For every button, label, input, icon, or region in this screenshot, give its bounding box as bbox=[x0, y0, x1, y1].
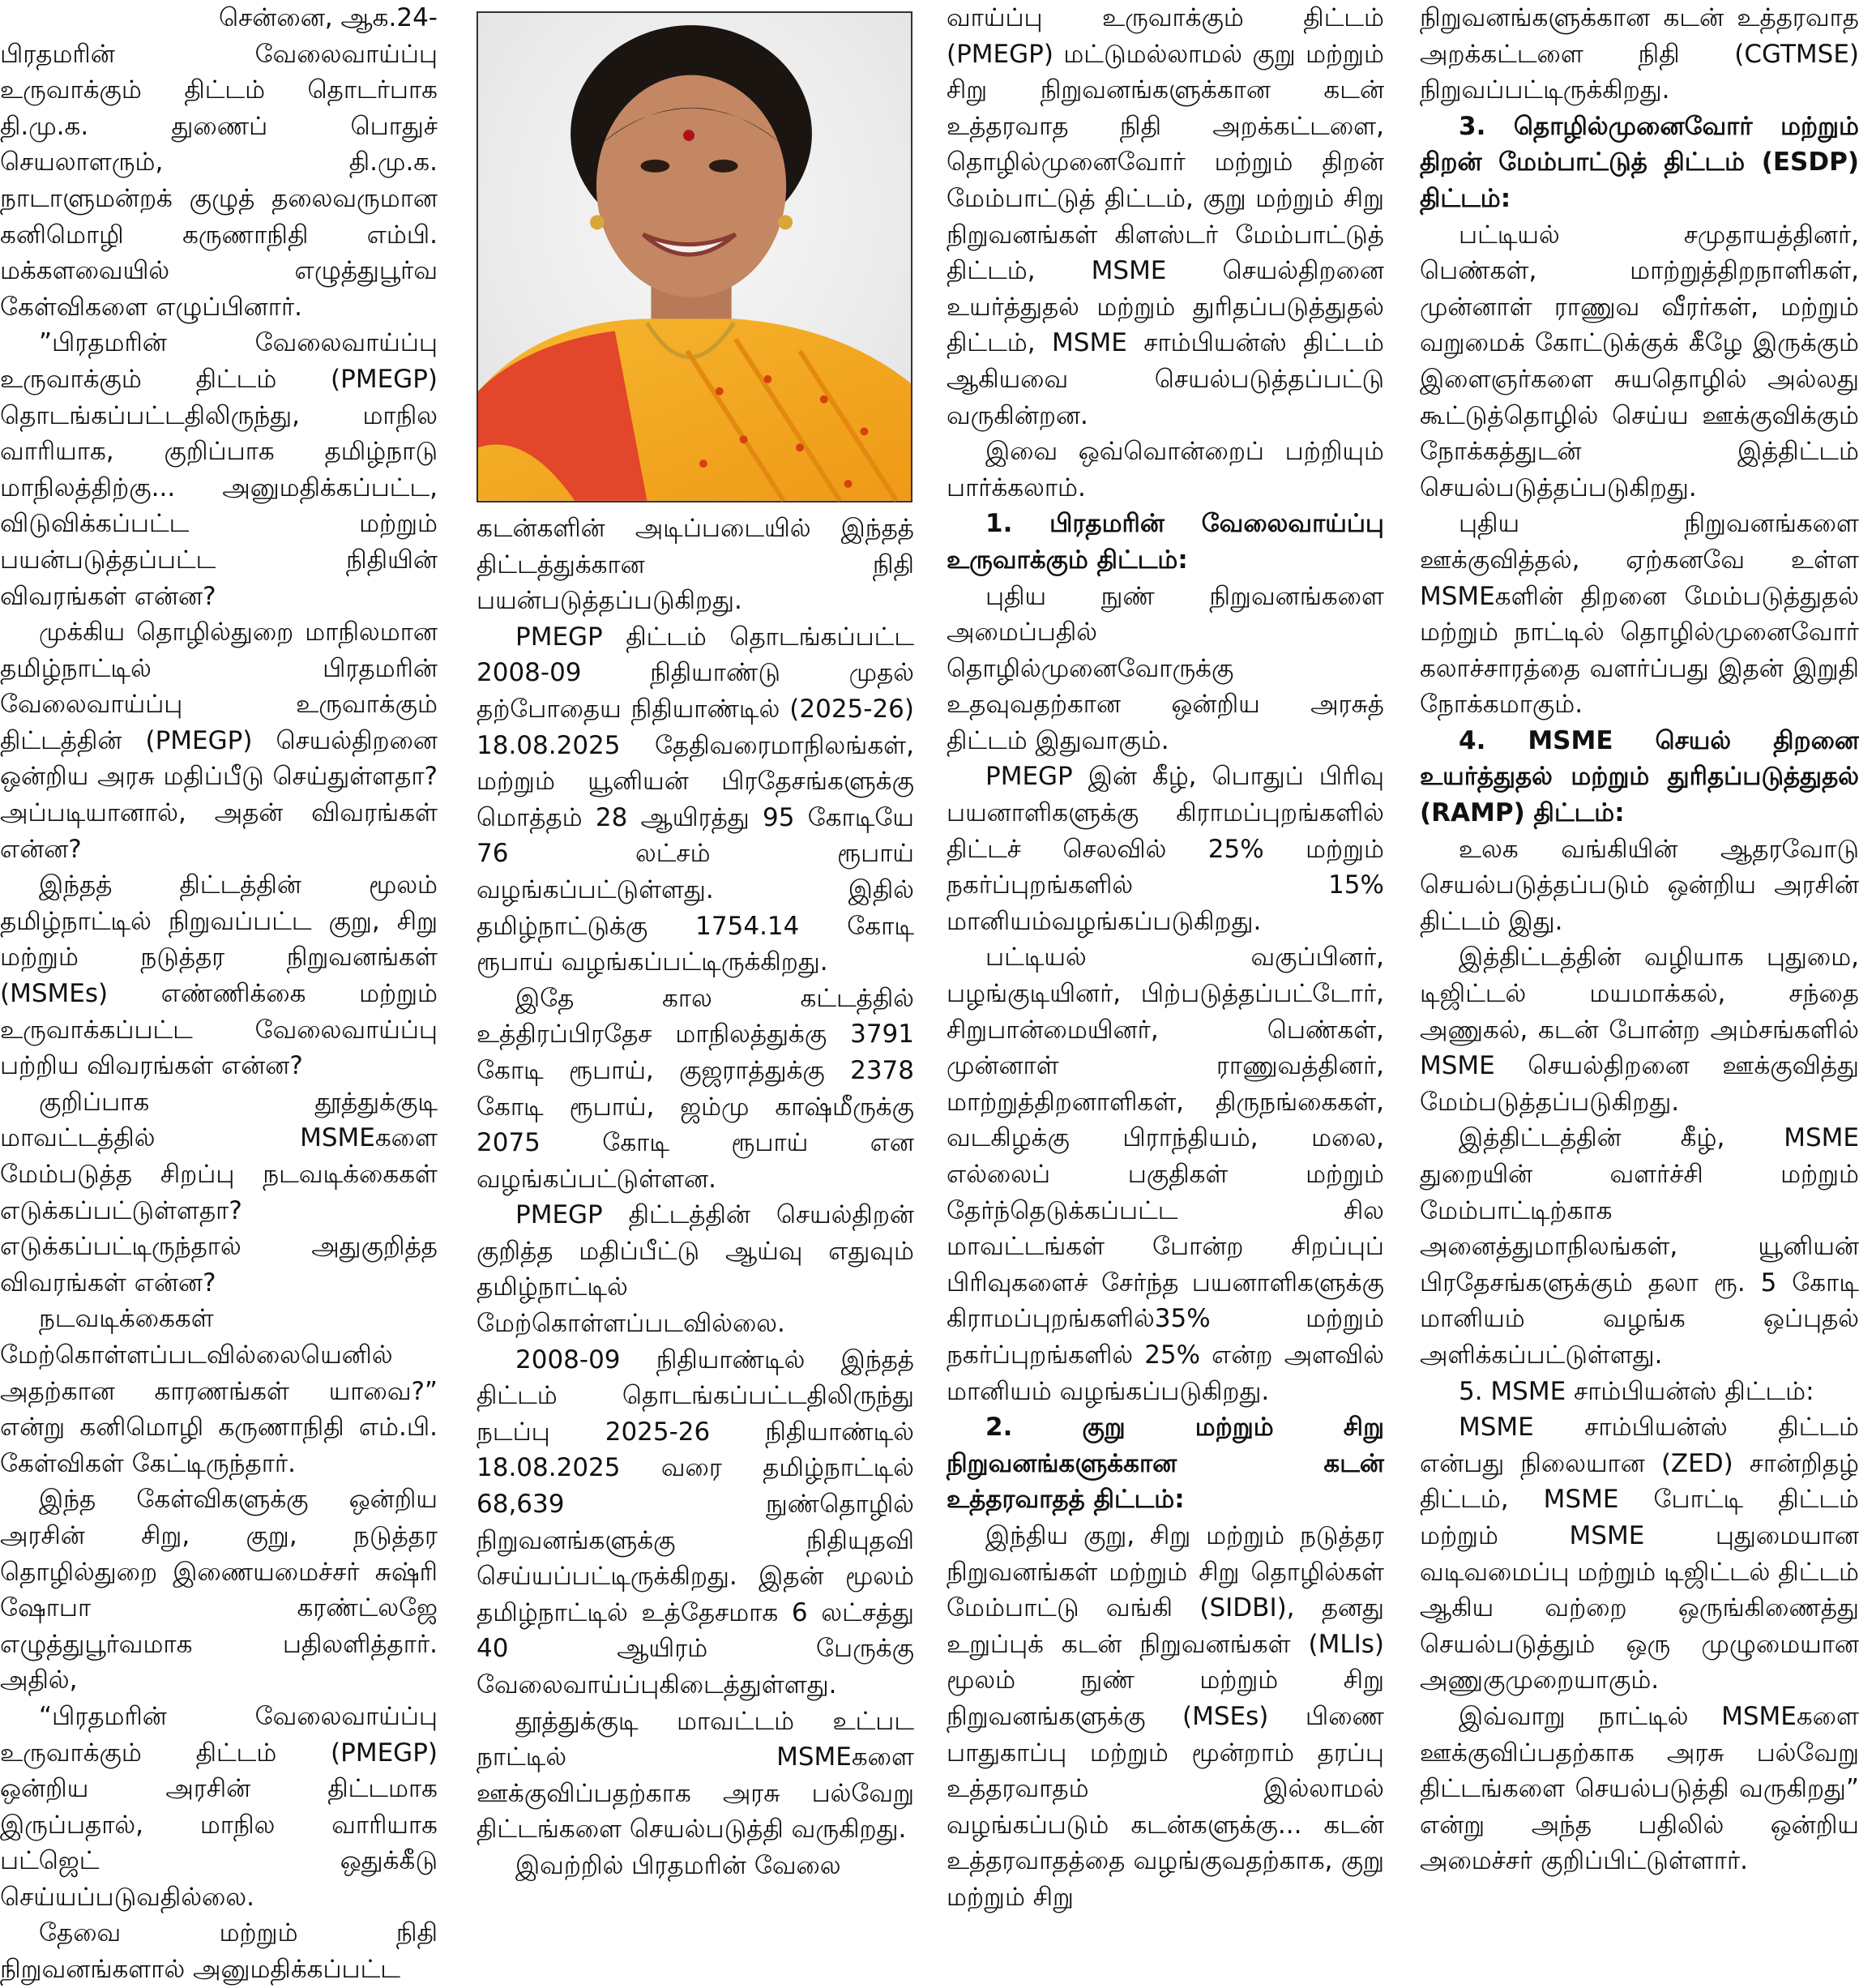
paragraph: புதிய நுண் நிறுவனங்களை அமைப்பதில் தொழில்முனைவோருக்கு உதவுவதற்கான ஒன்றிய அரசுத் திட்டம் இதுவாகும். bbox=[947, 581, 1384, 755]
paragraph: இவ்வாறு நாட்டில் MSMEகளை ஊக்குவிப்பதற்காக அரசு பல்வேறு திட்டங்களை செயல்படுத்தி வருகிறது” என்று அந்த பதிலில் ஒன்றிய அமைச்சர் குறிப்பிட்டுள்ளார். bbox=[1420, 1701, 1859, 1876]
article-column-1 bbox=[0, 0, 438, 1985]
section-heading: 4. MSME செயல் திறனை உயர்த்துதல் மற்றும் துரிதப்படுத்துதல் (RAMP) திட்டம்: bbox=[1420, 725, 1859, 828]
paragraph: நடவடிக்கைகள் மேற்கொள்ளப்படவில்லையெனில் அதற்கான காரணங்கள் யாவை?” என்று கனிமொழி கருணாநிதி எம்.பி. கேள்விகள் கேட்டிருந்தார். bbox=[0, 1304, 438, 1478]
paragraph: இந்த கேள்விகளுக்கு ஒன்றிய அரசின் சிறு, குறு, நடுத்தர தொழில்துறை இணையமைச்சர் சுஷ்ரி ஷோபா கரண்ட்லஜே எழுத்துபூர்வமாக பதிலளித்தார். அதில், bbox=[0, 1485, 438, 1695]
paragraph: தேவை மற்றும் நிதி நிறுவனங்களால் அனுமதிக்கப்பட்ட bbox=[0, 1918, 438, 1985]
paragraph: பிரதமரின் வேலைவாய்ப்பு உருவாக்கும் திட்டம் தொடர்பாக தி.மு.க. துணைப் பொதுச் செயலாளரும், தி.மு.க. நாடாளுமன்றக் குழுத் தலைவருமான கனிமொழி கருணாநிதி எம்பி. மக்களவையில் எழுத்துபூர்வ கேள்விகளை எழுப்பினார். bbox=[0, 39, 438, 322]
paragraph: பட்டியல் சமுதாயத்தினர், பெண்கள், மாற்றுத்திறநாளிகள், முன்னாள் ராணுவ வீரர்கள், மற்றும் வறுமைக் கோட்டுக்குக் கீழே இருக்கும் இளைஞர்களை சுயதொழில் அல்லது கூட்டுத்தொழில் செய்ய ஊக்குவிக்கும் நோக்கத்துடன் இத்திட்டம் செயல்படுத்தப்படுகிறது. bbox=[1420, 220, 1859, 502]
paragraph: ”பிரதமரின் வேலைவாய்ப்பு உருவாக்கும் திட்டம் (PMEGP) தொடங்கப்பட்டதிலிருந்து, மாநில வாரியாக, குறிப்பாக தமிழ்நாடு மாநிலத்திற்கு... அனுமதிக்கப்பட்ட, விடுவிக்கப்பட்ட மற்றும் பயன்படுத்தப்பட்ட நிதியின் விவரங்கள் என்ன? bbox=[0, 328, 438, 611]
paragraph: தூத்துக்குடி மாவட்டம் உட்பட நாட்டில் MSMEகளை ஊக்குவிப்பதற்காக அரசு பல்வேறு திட்டங்களை செயல்படுத்தி வருகிறது. bbox=[477, 1706, 914, 1845]
paragraph: இவை ஒவ்வொன்றைப் பற்றியும் பார்க்கலாம். bbox=[947, 437, 1384, 502]
paragraph: 5. MSME சாம்பியன்ஸ் திட்டம்: bbox=[1459, 1376, 1814, 1406]
section-heading: 1. பிரதமரின் வேலைவாய்ப்பு உருவாக்கும் திட்டம்: bbox=[947, 509, 1384, 575]
paragraph: இவற்றில் பிரதமரின் வேலை bbox=[515, 1850, 841, 1880]
paragraph: PMEGP திட்டம் தொடங்கப்பட்ட 2008-09 நிதியாண்டு முதல் தற்போதைய நிதியாண்டில் (2025-26) 18.08.2025 தேதிவரைமாநிலங்கள், மற்றும் யூனியன் பிரதேசங்களுக்கு மொத்தம் 28 ஆயிரத்து 95 கோடியே 76 லட்சம் ரூபாய் வழங்கப்பட்டுள்ளது. இதில் தமிழ்நாட்டுக்கு 1754.14 கோடி ரூபாய் வழங்கப்பட்டிருக்கிறது. bbox=[477, 622, 914, 977]
section-heading: 3. தொழில்முனைவோர் மற்றும் திறன் மேம்பாட்டுத் திட்டம் (ESDP) திட்டம்: bbox=[1420, 111, 1859, 213]
paragraph: PMEGP திட்டத்தின் செயல்திறன் குறித்த மதிப்பீட்டு ஆய்வு எதுவும் தமிழ்நாட்டில் மேற்கொள்ளப்படவில்லை. bbox=[477, 1200, 914, 1339]
article-column-3 bbox=[947, 0, 1384, 1912]
portrait-icon bbox=[478, 13, 911, 501]
paragraph: உலக வங்கியின் ஆதரவோடு செயல்படுத்தப்படும் ஒன்றிய அரசின் திட்டம் இது. bbox=[1420, 834, 1859, 936]
dateline: சென்னை, ஆக.24- bbox=[219, 3, 438, 32]
paragraph: 2008-09 நிதியாண்டில் இந்தத் திட்டம் தொடங்கப்பட்டதிலிருந்து நடப்பு 2025-26 நிதியாண்டில் 18.08.2025 வரை தமிழ்நாட்டில் 68,639 நுண்தொழில் நிறுவனங்களுக்கு நிதியுதவி செய்யப்பட்டிருக்கிறது. இதன் மூலம் தமிழ்நாட்டில் உத்தேசமாக 6 லட்சத்து 40 ஆயிரம் பேருக்கு வேலைவாய்ப்புகிடைத்துள்ளது. bbox=[477, 1345, 914, 1699]
paragraph: கடன்களின் அடிப்படையில் இந்தத் திட்டத்துக்கான நிதி பயன்படுத்தப்படுகிறது. bbox=[477, 514, 914, 616]
paragraph: இந்திய குறு, சிறு மற்றும் நடுத்தர நிறுவனங்கள் மற்றும் சிறு தொழில்கள் மேம்பாட்டு வங்கி (SIDBI), தனது உறுப்புக் கடன் நிறுவனங்கள் (MLIs) மூலம் நுண் மற்றும் சிறு நிறுவனங்களுக்கு (MSEs) பிணை பாதுகாப்பு மற்றும் மூன்றாம் தரப்பு உத்தரவாதம் இல்லாமல் வழங்கப்படும் கடன்களுக்கு... கடன் உத்தரவாதத்தை வழங்குவதற்காக, குறு மற்றும் சிறு bbox=[947, 1520, 1384, 1912]
paragraph: இதே கால கட்டத்தில் உத்திரப்பிரதேச மாநிலத்துக்கு 3791 கோடி ரூபாய், குஜராத்துக்கு 2378 கோடி ரூபாய், ஜம்மு காஷ்மீருக்கு 2075 கோடி ரூபாய் என வழங்கப்பட்டுள்ளன. bbox=[477, 983, 914, 1194]
paragraph: குறிப்பாக தூத்துக்குடி மாவட்டத்தில் MSMEகளை மேம்படுத்த சிறப்பு நடவடிக்கைகள் எடுக்கப்பட்டுள்ளதா? எடுக்கப்பட்டிருந்தால் அதுகுறித்த விவரங்கள் என்ன? bbox=[0, 1087, 438, 1298]
paragraph: “பிரதமரின் வேலைவாய்ப்பு உருவாக்கும் திட்டம் (PMEGP) ஒன்றிய அரசின் திட்டமாக இருப்பதால், மாநில வாரியாக பட்ஜெட் ஒதுக்கீடு செய்யப்படுவதில்லை. bbox=[0, 1701, 438, 1912]
article-column-4 bbox=[1420, 0, 1859, 1885]
portrait-photo bbox=[477, 11, 912, 502]
paragraph: இத்திட்டத்தின் கீழ், MSME துறையின் வளர்ச்சி மற்றும் மேம்பாட்டிற்காக அனைத்துமாநிலங்கள், யூனியன் பிரதேசங்களுக்கும் தலா ரூ. 5 கோடி மானியம் வழங்க ஒப்புதல் அளிக்கப்பட்டுள்ளது. bbox=[1420, 1123, 1859, 1370]
paragraph: MSME சாம்பியன்ஸ் திட்டம் என்பது நிலையான (ZED) சான்றிதழ் திட்டம், MSME போட்டி திட்டம் மற்றும் MSME புதுமையான வடிவமைப்பு மற்றும் டிஜிட்டல் திட்டம் ஆகிய வற்றை ஒருங்கிணைத்து செயல்படுத்தும் ஒரு முழுமையான அணுகுமுறையாகும். bbox=[1420, 1413, 1859, 1695]
section-heading: 2. குறு மற்றும் சிறு நிறுவனங்களுக்கான கடன் உத்தரவாதத் திட்டம்: bbox=[947, 1413, 1384, 1515]
paragraph: PMEGP இன் கீழ், பொதுப் பிரிவு பயனாளிகளுக்கு கிராமப்புறங்களில் திட்டச் செலவில் 25% மற்றும் நகர்ப்புறங்களில் 15% மானியம்வழங்கப்படுகிறது. bbox=[947, 762, 1384, 936]
paragraph: நிறுவனங்களுக்கான கடன் உத்தரவாத அறக்கட்டளை நிதி (CGTMSE) நிறுவப்பட்டிருக்கிறது. bbox=[1420, 3, 1859, 105]
paragraph: புதிய நிறுவனங்களை ஊக்குவித்தல், ஏற்கனவே உள்ள MSMEகளின் திறனை மேம்படுத்துதல் மற்றும் நாட்டில் தொழில்முனைவோர் கலாச்சாரத்தை வளர்ப்பது இதன் இறுதி நோக்கமாகும். bbox=[1420, 509, 1859, 720]
paragraph: முக்கிய தொழில்துறை மாநிலமான தமிழ்நாட்டில் பிரதமரின் வேலைவாய்ப்பு உருவாக்கும் திட்டத்தின் (PMEGP) செயல்திறனை ஒன்றிய அரசு மதிப்பீடு செய்துள்ளதா? அப்படியானால், அதன் விவரங்கள் என்ன? bbox=[0, 618, 438, 864]
paragraph: இந்தத் திட்டத்தின் மூலம் தமிழ்நாட்டில் நிறுவப்பட்ட குறு, சிறு மற்றும் நடுத்தர நிறுவனங்கள் (MSMEs) எண்ணிக்கை மற்றும் உருவாக்கப்பட்ட வேலைவாய்ப்பு பற்றிய விவரங்கள் என்ன? bbox=[0, 870, 438, 1081]
paragraph: இத்திட்டத்தின் வழியாக புதுமை, டிஜிட்டல் மயமாக்கல், சந்தை அணுகல், கடன் போன்ற அம்சங்களில் MSME செயல்திறனை ஊக்குவித்து மேம்படுத்தப்படுகிறது. bbox=[1420, 943, 1859, 1117]
paragraph: பட்டியல் வகுப்பினர், பழங்குடியினர், பிற்படுத்தப்பட்டோர், சிறுபான்மையினர், பெண்கள், முன்னாள் ராணுவத்தினர், மாற்றுத்திறனாளிகள், திருநங்கைகள், வடகிழக்கு பிராந்தியம், மலை, எல்லைப் பகுதிகள் மற்றும் தேர்ந்தெடுக்கப்பட்ட சில மாவட்டங்கள் போன்ற சிறப்புப் பிரிவுகளைச் சேர்ந்த பயனாளிகளுக்கு கிராமப்புறங்களில்35% மற்றும் நகர்ப்புறங்களில் 25% என்ற அளவில் மானியம் வழங்கப்படுகிறது. bbox=[947, 943, 1384, 1406]
paragraph: வாய்ப்பு உருவாக்கும் திட்டம் (PMEGP) மட்டுமல்லாமல் குறு மற்றும் சிறு நிறுவனங்களுக்கான கடன் உத்தரவாத நிதி அறக்கட்டளை, தொழில்முனைவோர் மற்றும் திறன் மேம்பாட்டுத் திட்டம், குறு மற்றும் சிறு நிறுவனங்கள் கிளஸ்டர் மேம்பாட்டுத் திட்டம், MSME செயல்திறனை உயர்த்துதல் மற்றும் துரிதப்படுத்துதல் திட்டம், MSME சாம்பியன்ஸ் திட்டம் ஆகியவை செயல்படுத்தப்பட்டு வருகின்றன. bbox=[947, 3, 1384, 430]
article-column-2 bbox=[477, 511, 914, 1885]
